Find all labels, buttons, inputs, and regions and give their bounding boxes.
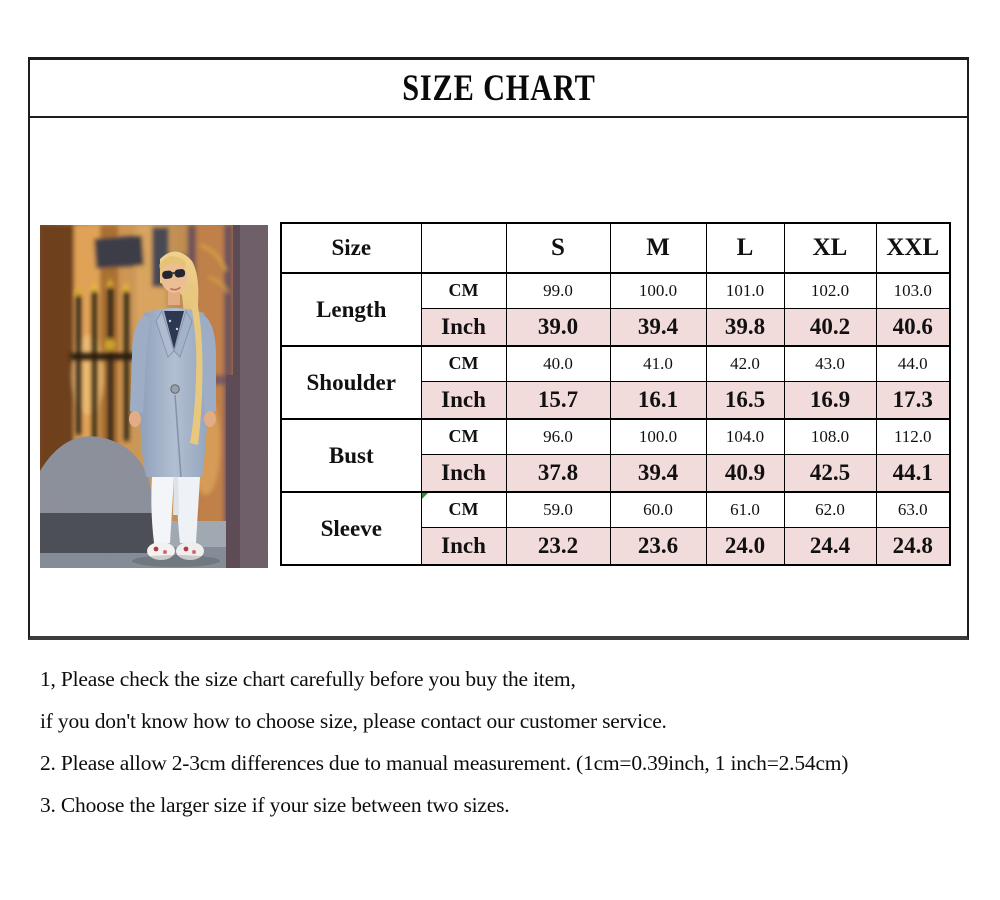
shoulder-cm-l: 42.0: [706, 346, 784, 381]
sleeve-cm-xxl: 63.0: [876, 492, 950, 527]
bust-inch-xxl: 44.1: [876, 454, 950, 492]
header-size-xl: XL: [784, 223, 876, 273]
bust-inch-s: 37.8: [506, 454, 610, 492]
shoulder-cm-m: 41.0: [610, 346, 706, 381]
unit-cm: [421, 492, 506, 527]
measure-sleeve: Sleeve: [281, 492, 421, 565]
header-size-m: M: [610, 223, 706, 273]
unit-inch: Inch: [421, 527, 506, 565]
bust-cm-row: [281, 419, 950, 454]
sleeve-inch-m: 23.6: [610, 527, 706, 565]
shoulder-inch-xl: 16.9: [784, 381, 876, 419]
note-1-line-2: if you don't know how to choose size, please contact our customer service.: [40, 709, 667, 733]
bust-inch-xl: 42.5: [784, 454, 876, 492]
shoulder-cm-xxl: 44.0: [876, 346, 950, 381]
product-photo-graphic: [40, 225, 268, 568]
length-inch-xl: 40.2: [784, 308, 876, 346]
length-inch-xxl: 40.6: [876, 308, 950, 346]
length-cm-row: [281, 273, 950, 308]
measure-length: Length: [281, 273, 421, 346]
notes-section: [40, 658, 970, 826]
unit-cm: CM: [421, 419, 506, 454]
unit-inch: Inch: [421, 308, 506, 346]
note-3: 3. Choose the larger size if your size between two sizes.: [40, 793, 510, 817]
shoulder-cm-row: [281, 346, 950, 381]
note-1-line-1: 1, Please check the size chart carefully before you buy the item,: [40, 667, 576, 691]
title-band: [30, 60, 967, 118]
measure-bust: Bust: [281, 419, 421, 492]
length-cm-xxl: 103.0: [876, 273, 950, 308]
size-table: [280, 222, 951, 566]
shoulder-inch-m: 16.1: [610, 381, 706, 419]
header-size: Size: [281, 223, 421, 273]
length-cm-xl: 102.0: [784, 273, 876, 308]
bust-cm-xl: 108.0: [784, 419, 876, 454]
product-photo: [40, 225, 268, 568]
sleeve-cm-row: [281, 492, 950, 527]
unit-cm: CM: [421, 346, 506, 381]
unit-inch: Inch: [421, 381, 506, 419]
sleeve-inch-xl: 24.4: [784, 527, 876, 565]
page-title: SIZE CHART: [401, 67, 596, 109]
table-header-row: [281, 223, 950, 273]
bust-cm-m: 100.0: [610, 419, 706, 454]
bust-cm-l: 104.0: [706, 419, 784, 454]
measure-shoulder: Shoulder: [281, 346, 421, 419]
shoulder-cm-xl: 43.0: [784, 346, 876, 381]
sleeve-inch-l: 24.0: [706, 527, 784, 565]
shoulder-inch-l: 16.5: [706, 381, 784, 419]
header-size-l: L: [706, 223, 784, 273]
note-2: 2. Please allow 2-3cm differences due to manual measurement. (1cm=0.39inch, 1 inch=2.54cm): [40, 751, 849, 775]
header-size-s: S: [506, 223, 610, 273]
cell-comment-marker: [422, 493, 428, 499]
shoulder-inch-xxl: 17.3: [876, 381, 950, 419]
unit-cm-label: CM: [448, 499, 479, 520]
length-inch-l: 39.8: [706, 308, 784, 346]
sleeve-inch-xxl: 24.8: [876, 527, 950, 565]
sleeve-cm-xl: 62.0: [784, 492, 876, 527]
header-size-xxl: XXL: [876, 223, 950, 273]
bust-cm-xxl: 112.0: [876, 419, 950, 454]
bust-inch-l: 40.9: [706, 454, 784, 492]
unit-cm: CM: [421, 273, 506, 308]
length-cm-l: 101.0: [706, 273, 784, 308]
length-cm-s: 99.0: [506, 273, 610, 308]
sleeve-inch-s: 23.2: [506, 527, 610, 565]
shoulder-inch-s: 15.7: [506, 381, 610, 419]
sleeve-cm-l: 61.0: [706, 492, 784, 527]
bust-cm-s: 96.0: [506, 419, 610, 454]
sleeve-cm-m: 60.0: [610, 492, 706, 527]
shoulder-cm-s: 40.0: [506, 346, 610, 381]
header-unit-empty: [421, 223, 506, 273]
bust-inch-m: 39.4: [610, 454, 706, 492]
length-inch-m: 39.4: [610, 308, 706, 346]
sleeve-cm-s: 59.0: [506, 492, 610, 527]
length-cm-m: 100.0: [610, 273, 706, 308]
unit-inch: Inch: [421, 454, 506, 492]
length-inch-s: 39.0: [506, 308, 610, 346]
